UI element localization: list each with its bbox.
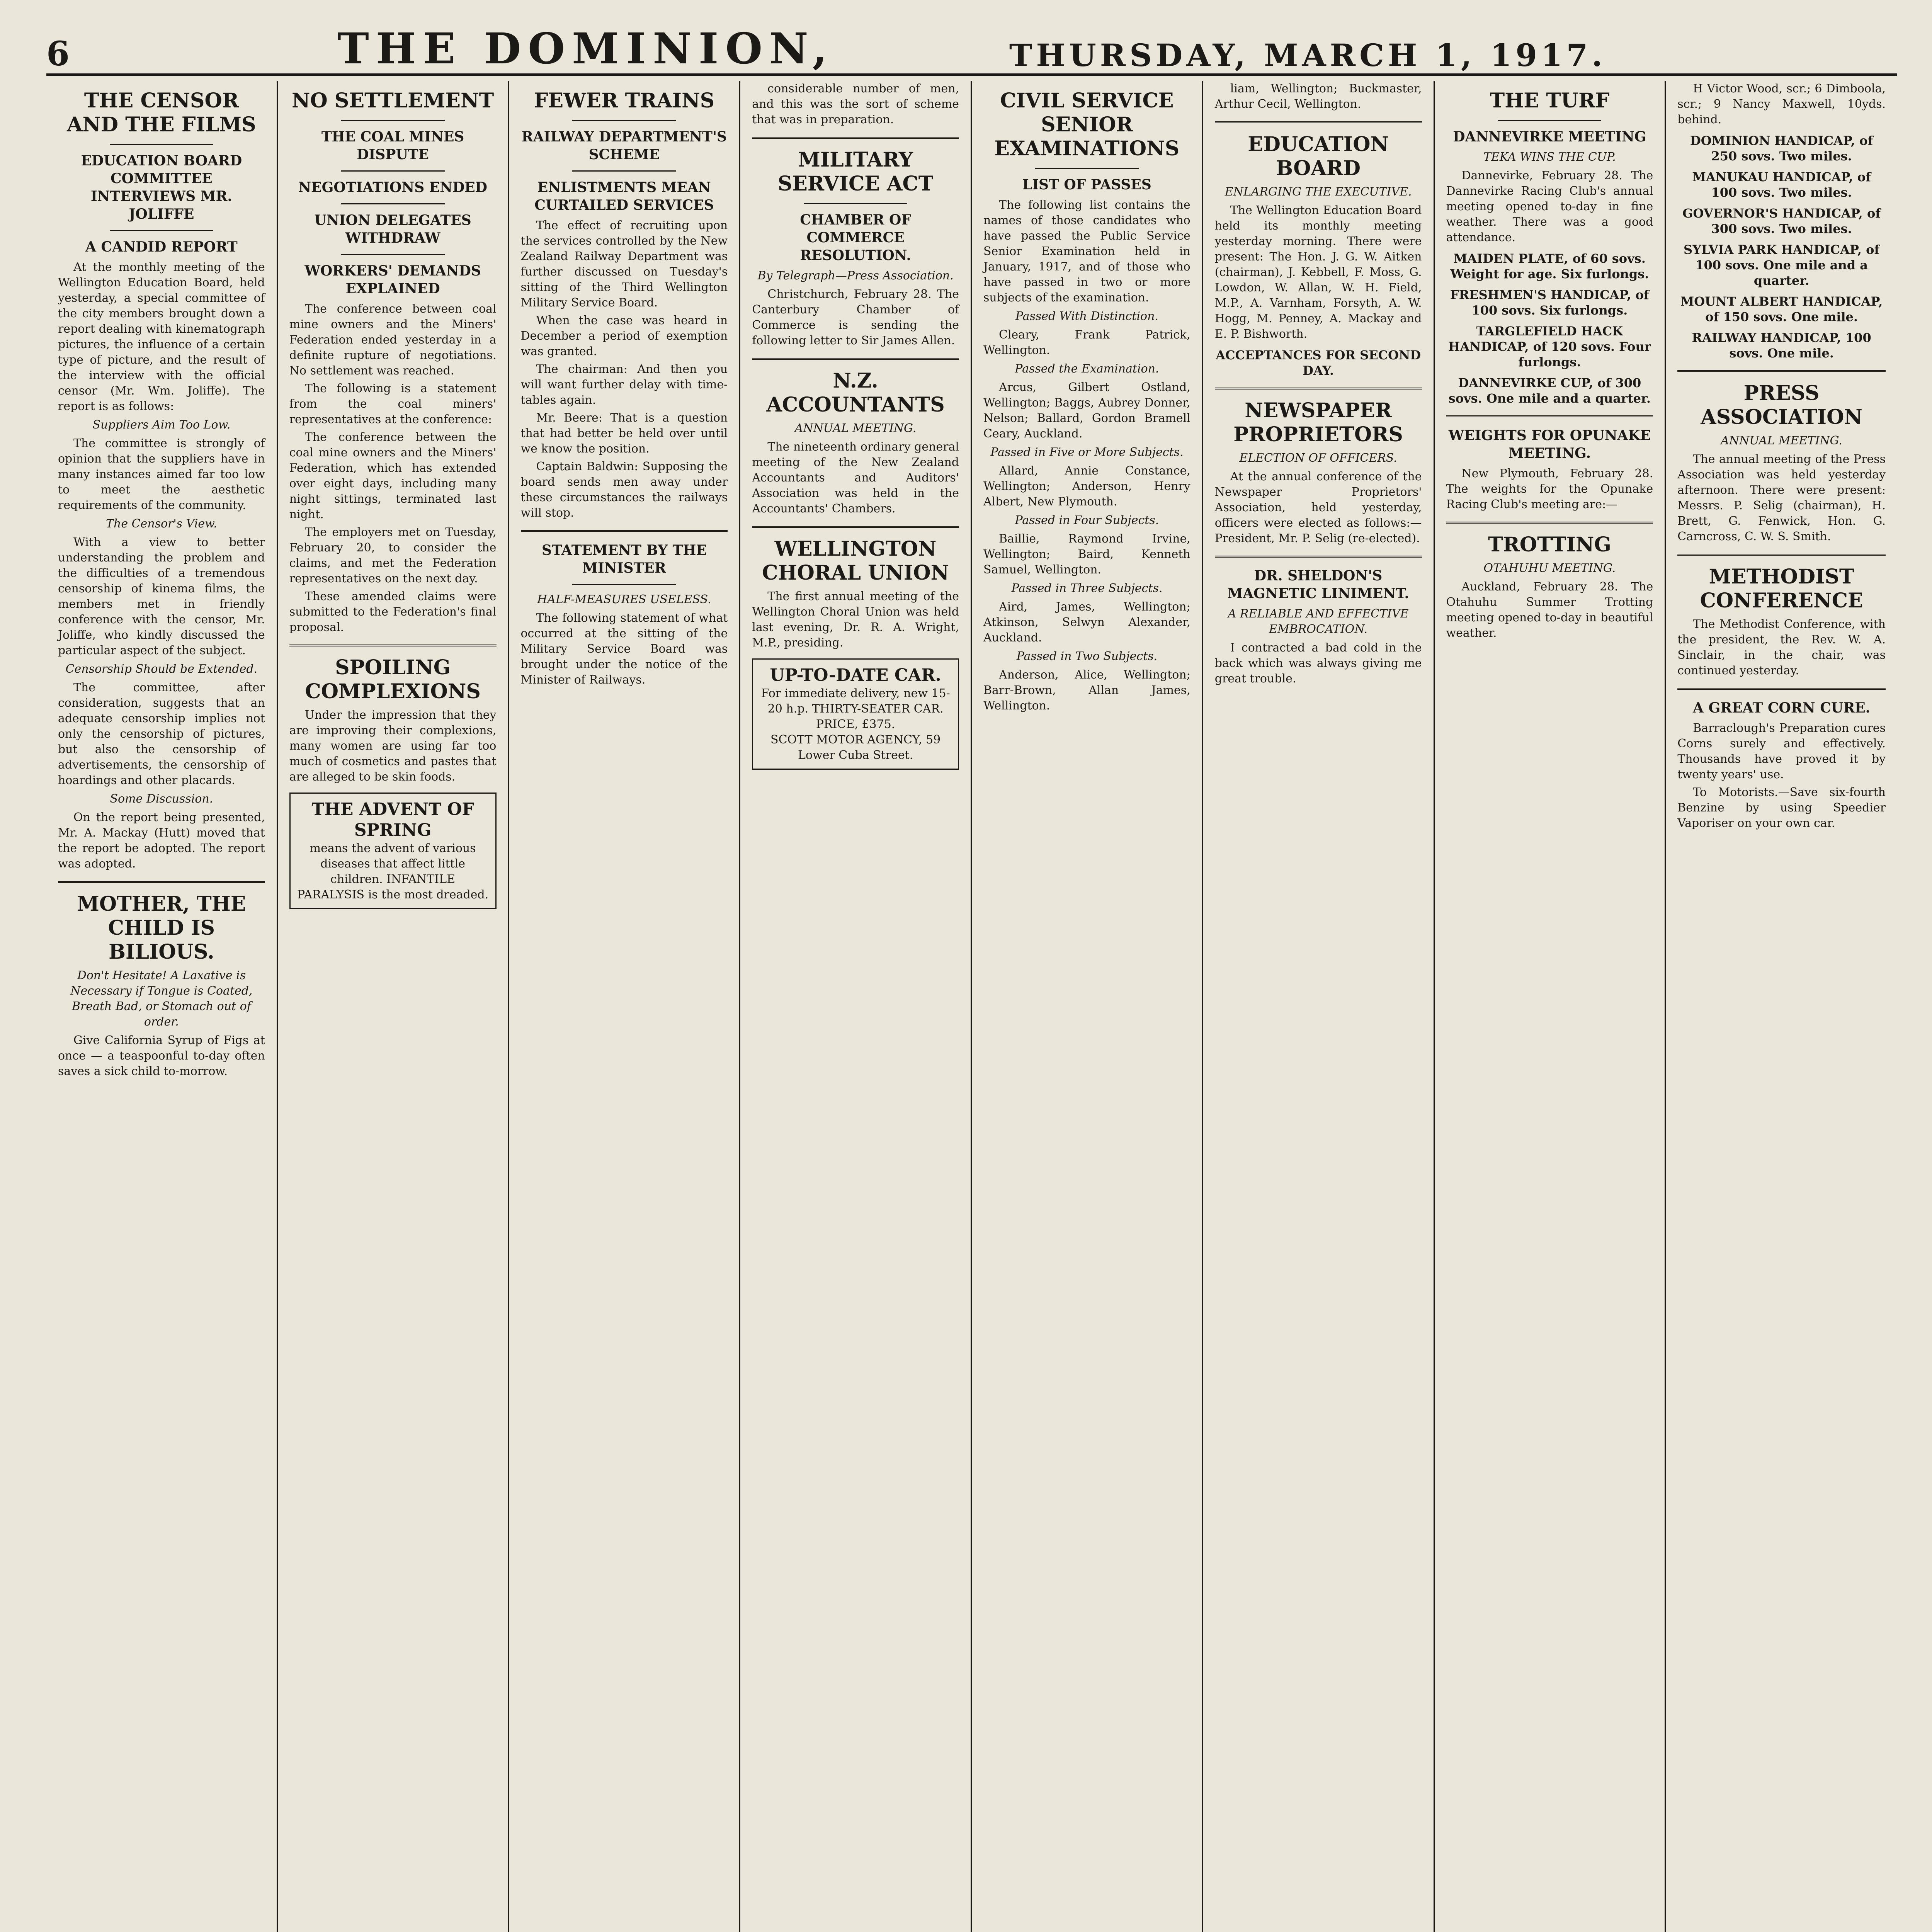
dateline: THURSDAY, MARCH 1, 1917. <box>1009 37 1607 73</box>
ad-body: For immediate delivery, new 15-20 h.p. THIRTY-SEATER CAR. <box>761 687 950 716</box>
paragraph: The employers met on Tuesday, February 20, to consider the claims, and met the Federation representatives on the next day. <box>289 526 497 585</box>
column-1 <box>46 81 278 1932</box>
paragraph: With a view to better understanding the problem and the difficulties of a tremendous censorship of kinema films, the members met in friendly conference with the censor, Mr. Joliffe, who kindly discussed the particular aspect of the subject. <box>58 536 265 657</box>
section-heading: Passed With Distinction. <box>1015 310 1158 323</box>
subhead-negotiations: NEGOTIATIONS ENDED <box>298 179 487 196</box>
paper-title: THE DOMINION, <box>337 24 834 73</box>
paragraph: The following statement of what occurred at the sitting of the Military Service Board was brought under the notice of the Minister of Railways. <box>520 611 728 687</box>
race-heading: MOUNT ALBERT HANDICAP, of 150 sovs. One mile. <box>1680 294 1883 324</box>
race-heading: DOMINION HANDICAP, of 250 sovs. Two miles. <box>1690 133 1873 163</box>
paragraph: The committee, after consideration, suggests that an adequate censorship implies not only the censorship of pictures, but also the censorship of advertisements, the censorship of hoardings and other placards. <box>58 681 265 787</box>
paragraph: The chairman: And then you will want further delay with time-tables again. <box>520 362 728 407</box>
headline-methodist: METHODIST CONFERENCE <box>1700 565 1863 612</box>
subhead-laxative: Don't Hesitate! A Laxative is Necessary if Tongue is Coated, Breath Bad, or Stomach out of order. <box>70 969 253 1029</box>
headline-trotting: TROTTING <box>1488 533 1611 556</box>
headline-civil-service: CIVIL SERVICE SENIOR EXAMINATIONS <box>994 89 1180 160</box>
headline-press-association: PRESS ASSOCIATION <box>1701 381 1862 429</box>
subhead-candid-report: A CANDID REPORT <box>85 239 238 255</box>
subhead-half-measures: HALF-MEASURES USELESS. <box>537 593 711 606</box>
subhead-election: ELECTION OF OFFICERS. <box>1239 451 1397 465</box>
columns <box>46 81 1897 1932</box>
paragraph: Auckland, February 28. The Otahuhu Summer Trotting meeting opened to-day in beautiful weather. <box>1446 580 1653 640</box>
subhead-otahuhu: OTAHUHU MEETING. <box>1483 561 1616 575</box>
paragraph: On the report being presented, Mr. A. Mackay (Hutt) moved that the report be adopted. The report was adopted. <box>58 811 265 871</box>
subhead-enlistments: ENLISTMENTS MEAN CURTAILED SERVICES <box>534 179 714 213</box>
paragraph: The conference between the coal mine owners and the Miners' Federation, which has extended over eight days, including many night sittings, terminated last night. <box>289 430 497 521</box>
paragraph: I contracted a bad cold in the back which was always giving me great trouble. <box>1214 641 1422 685</box>
paragraph: Christchurch, February 28. The Canterbury Chamber of Commerce is sending the following letter to Sir James Allen. <box>752 287 959 347</box>
paragraph: The committee is strongly of opinion that the suppliers have in many instances aimed far too low to meet the aesthetic requirements of the community. <box>58 437 265 512</box>
subhead-teka: TEKA WINS THE CUP. <box>1483 150 1616 164</box>
headline-accountants: N.Z. ACCOUNTANTS <box>766 369 945 417</box>
section-heading: Some Discussion. <box>110 792 213 806</box>
ad-price: PRICE, £375. <box>816 718 895 731</box>
ad-body: means the advent of various diseases that affect little children. INFANTILE PARALYSIS is the most dreaded. <box>297 842 489 901</box>
headline-no-settlement: NO SETTLEMENT <box>291 89 494 112</box>
paragraph: Under the impression that they are improving their complexions, many women are using far too much of cosmetics and pastes that are alleged to be skin foods. <box>289 708 497 784</box>
section-heading: Passed in Four Subjects. <box>1015 514 1159 527</box>
paragraph: The conference between coal mine owners and the Miners' Federation ended yesterday in a definite rupture of negotiations. No settlement was reached. <box>289 302 497 378</box>
subhead-annual-meeting: ANNUAL MEETING. <box>1721 434 1842 447</box>
headline-censor: THE CENSOR AND THE FILMS <box>67 89 256 136</box>
subhead-opunake: WEIGHTS FOR OPUNAKE MEETING. <box>1448 427 1651 461</box>
section-heading: Passed in Two Subjects. <box>1016 650 1158 663</box>
paragraph: The Methodist Conference, with the president, the Rev. W. A. Sinclair, in the chair, was continued yesterday. <box>1677 617 1886 677</box>
paragraph: To Motorists.—Save six-fourth Benzine by using Speedier Vaporiser on your own car. <box>1677 786 1886 830</box>
headline-choral-union: WELLINGTON CHORAL UNION <box>762 537 949 585</box>
advertisement-spring <box>289 793 497 909</box>
subhead-annual-meeting: ANNUAL MEETING. <box>794 422 917 435</box>
race-heading: SYLVIA PARK HANDICAP, of 100 sovs. One mile and a quarter. <box>1684 242 1880 288</box>
paragraph: Dannevirke, February 28. The Dannevirke Racing Club's annual meeting opened to-day in fine weather. There was a good attendance. <box>1446 169 1653 244</box>
paragraph: Anderson, Alice, Wellington; Barr-Brown, Allan James, Wellington. <box>983 668 1190 713</box>
paragraph: New Plymouth, February 28. The weights for the Opunake Racing Club's meeting are:— <box>1446 467 1653 511</box>
paragraph: Cleary, Frank Patrick, Wellington. <box>983 328 1190 357</box>
paragraph: The nineteenth ordinary general meeting of the New Zealand Accountants and Auditors' Association was held in the Accountants' Chambers. <box>752 440 959 515</box>
race-heading: MANUKAU HANDICAP, of 100 sovs. Two miles. <box>1692 170 1871 200</box>
paragraph: considerable number of men, and this was the sort of scheme that was in preparation. <box>752 82 959 126</box>
subhead-coal-mines: THE COAL MINES DISPUTE <box>321 129 464 163</box>
subhead-railway-scheme: RAILWAY DEPARTMENT'S SCHEME <box>521 129 727 163</box>
column-3 <box>509 81 741 1932</box>
subhead-acceptances: ACCEPTANCES FOR SECOND DAY. <box>1216 348 1421 378</box>
paragraph: The following list contains the names of those candidates who have passed the Public Service Senior Examination held in January, 1917, and of those who have passed in two or more subjects of the examination. <box>983 198 1190 304</box>
paragraph: These amended claims were submitted to the Federation's final proposal. <box>289 590 497 634</box>
race-heading: TARGLEFIELD HACK HANDICAP, of 120 sovs. Four furlongs. <box>1448 324 1651 369</box>
race-heading: GOVERNOR'S HANDICAP, of 300 sovs. Two miles. <box>1682 206 1881 236</box>
headline-military-service: MILITARY SERVICE ACT <box>777 148 934 196</box>
paragraph: Mr. Beere: That is a question that had better be held over until we know the position. <box>520 411 728 456</box>
paragraph: Aird, James, Wellington; Atkinson, Selwyn Alexander, Auckland. <box>983 600 1190 645</box>
paragraph: Captain Baldwin: Supposing the board sends men away under these circumstances the railways will stop. <box>520 460 728 520</box>
subhead-education-board: EDUCATION BOARD COMMITTEE INTERVIEWS MR. JOLIFFE <box>81 153 242 222</box>
column-8 <box>1666 81 1897 1932</box>
ad-heading: UP-TO-DATE CAR. <box>770 665 941 685</box>
paragraph: Arcus, Gilbert Ostland, Wellington; Baggs, Aubrey Donner, Nelson; Ballard, Gordon Bramell Ceary, Auckland. <box>983 381 1190 440</box>
subhead-minister: STATEMENT BY THE MINISTER <box>541 542 707 576</box>
column-6 <box>1203 81 1435 1932</box>
column-7 <box>1435 81 1666 1932</box>
paragraph: Give California Syrup of Figs at once — a teaspoonful to-day often saves a sick child to-morrow. <box>58 1034 265 1078</box>
paragraph: Allard, Annie Constance, Wellington; Anderson, Henry Albert, New Plymouth. <box>983 464 1190 509</box>
section-heading: The Censor's View. <box>105 517 217 531</box>
subhead-list-of-passes: LIST OF PASSES <box>1022 177 1151 193</box>
paragraph: H Victor Wood, scr.; 6 Dimboola, scr.; 9 Nancy Maxwell, 10yds. behind. <box>1677 82 1886 126</box>
headline-mother: MOTHER, THE CHILD IS BILIOUS. <box>77 892 246 964</box>
headline-the-turf: THE TURF <box>1490 89 1610 112</box>
paragraph: Baillie, Raymond Irvine, Wellington; Baird, Kenneth Samuel, Wellington. <box>983 532 1190 577</box>
subhead-executive: ENLARGING THE EXECUTIVE. <box>1225 185 1412 199</box>
race-heading: RAILWAY HANDICAP, 100 sovs. One mile. <box>1692 330 1871 361</box>
paragraph: At the monthly meeting of the Wellington Education Board, held yesterday, a special committee of the city members brought down a report dealing with kinematograph pictures, the influence of a certain type of picture, and the result of the interview with the official censor (Mr. Wm. Joliffe). The report is as follows: <box>58 260 265 413</box>
headline-fewer-trains: FEWER TRAINS <box>534 89 715 112</box>
subhead-dannevirke: DANNEVIRKE MEETING <box>1453 129 1646 145</box>
ad-heading: THE ADVENT OF SPRING <box>311 799 474 840</box>
headline-education-board: EDUCATION BOARD <box>1248 133 1389 180</box>
section-heading: Censorship Should be Extended. <box>65 662 258 676</box>
paragraph: The Wellington Education Board held its monthly meeting yesterday morning. There were present: The Hon. J. G. W. Aitken (chairman), J. Kebbell, F. Moss, G. Lowdon, W. Allan, W. H. Field, M.P., A. Varnham, Forsyth, A. W. Hogg, M. Penney, A. Mackay and E. P. Bishworth. <box>1214 204 1422 341</box>
headline-newspaper-proprietors: NEWSPAPER PROPRIETORS <box>1233 399 1403 446</box>
race-heading: MAIDEN PLATE, of 60 sovs. Weight for age. Six furlongs. <box>1450 251 1649 281</box>
paragraph: The first annual meeting of the Wellington Choral Union was held last evening, Dr. R. A. Wright, M.P., presiding. <box>752 590 959 650</box>
paragraph: The effect of recruiting upon the services controlled by the New Zealand Railway Department was further discussed on Tuesday's sitting of the Third Wellington Military Service Board. <box>520 219 728 310</box>
headline-complexions: SPOILING COMPLEXIONS <box>305 656 481 703</box>
column-4 <box>740 81 972 1932</box>
advertisement-car <box>752 658 959 770</box>
section-heading: Passed the Examination. <box>1015 362 1159 376</box>
headline-liniment: DR. SHELDON'S MAGNETIC LINIMENT. <box>1227 568 1409 602</box>
section-heading: Passed in Five or More Subjects. <box>990 446 1184 459</box>
subhead-embrocation: A RELIABLE AND EFFECTIVE EMBROCATION. <box>1228 607 1409 636</box>
subhead-chamber: CHAMBER OF COMMERCE RESOLUTION. <box>800 212 911 264</box>
race-heading: FRESHMEN'S HANDICAP, of 100 sovs. Six furlongs. <box>1450 287 1649 318</box>
column-2 <box>278 81 509 1932</box>
section-heading: Suppliers Aim Too Low. <box>92 418 231 432</box>
ad-address: SCOTT MOTOR AGENCY, 59 Lower Cuba Street. <box>770 733 941 762</box>
headline-corn-cure: A GREAT CORN CURE. <box>1693 700 1871 716</box>
subhead-workers-demands: WORKERS' DEMANDS EXPLAINED <box>304 263 481 297</box>
race-heading: DANNEVIRKE CUP, of 300 sovs. One mile and a quarter. <box>1448 376 1651 406</box>
page-number: 6 <box>46 34 70 73</box>
paragraph: liam, Wellington; Buckmaster, Arthur Cecil, Wellington. <box>1214 82 1422 111</box>
subhead-delegates: UNION DELEGATES WITHDRAW <box>314 212 471 246</box>
column-5 <box>972 81 1203 1932</box>
section-heading: Passed in Three Subjects. <box>1011 582 1163 595</box>
paragraph: The annual meeting of the Press Association was held yesterday afternoon. There were present: Messrs. P. Selig (chairman), H. Brett, G. Fenwick, Hon. G. Carncross, C. W. S. Smith. <box>1677 452 1886 543</box>
paragraph: When the case was heard in December a period of exemption was granted. <box>520 314 728 358</box>
paragraph: Barraclough's Preparation cures Corns surely and effectively. Thousands have proved it by twenty years' use. <box>1677 721 1886 781</box>
byline: By Telegraph—Press Association. <box>757 269 954 282</box>
masthead <box>46 15 1897 76</box>
paragraph: At the annual conference of the Newspaper Proprietors' Association, held yesterday, officers were elected as follows:—President, Mr. P. Selig (re-elected). <box>1214 470 1422 545</box>
paragraph: The following is a statement from the coal miners' representatives at the conference: <box>289 382 497 426</box>
